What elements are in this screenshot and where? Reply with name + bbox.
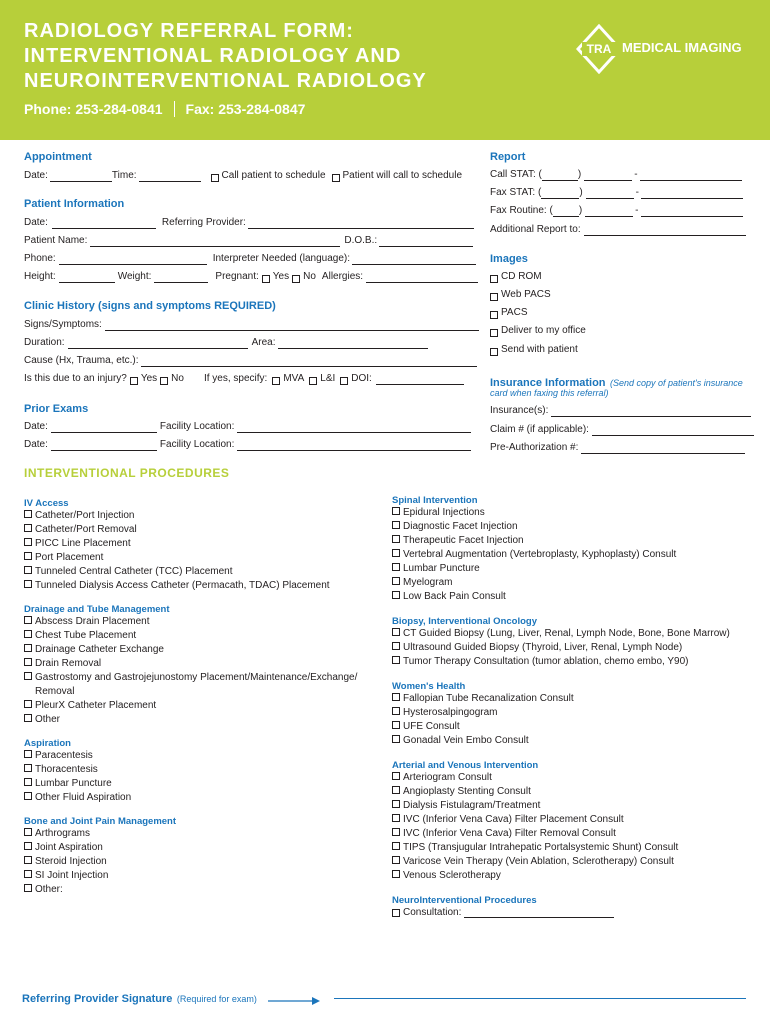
fax-routine-label: Fax Routine: ( — [490, 205, 553, 216]
proc-item — [24, 509, 357, 523]
proc-item — [392, 706, 730, 720]
proc-item — [392, 785, 730, 799]
proc-checkbox[interactable] — [24, 700, 32, 708]
form-title-line-3: NEUROINTERVENTIONAL RADIOLOGY — [24, 70, 427, 92]
tra-logo-icon — [576, 24, 622, 74]
proc-item — [392, 548, 730, 562]
proc-label: Angioplasty Stenting Consult — [403, 786, 531, 797]
proc-item — [24, 615, 357, 629]
call-patient-checkbox[interactable] — [211, 174, 219, 182]
signature-note: (Required for exam) — [176, 994, 257, 1004]
proc-checkbox[interactable] — [392, 842, 400, 850]
proc-item — [392, 720, 730, 734]
header-banner — [0, 0, 770, 140]
doi-checkbox[interactable] — [340, 377, 348, 385]
proc-checkbox[interactable] — [392, 693, 400, 701]
prior-date-field-2[interactable] — [51, 440, 157, 451]
proc-label: Tunneled Dialysis Access Catheter (Permacath, TDAC) Placement — [35, 580, 330, 591]
prior-exams-heading: Prior Exams — [24, 403, 89, 415]
signs-row — [24, 319, 479, 331]
proc-item — [24, 827, 357, 841]
facility-label: Facility Location: — [159, 421, 235, 432]
proc-item — [24, 855, 357, 869]
image-option-deliver — [490, 325, 586, 337]
iv-access-heading: IV Access — [24, 498, 69, 509]
proc-checkbox[interactable] — [24, 828, 32, 836]
proc-item — [392, 841, 730, 855]
proc-checkbox[interactable] — [24, 792, 32, 800]
prior-facility-field-1[interactable] — [237, 422, 471, 433]
images-heading: Images — [490, 253, 528, 265]
proc-item — [392, 562, 730, 576]
claim-row — [490, 424, 754, 436]
fax-routine-number[interactable] — [641, 206, 743, 217]
proc-label: TIPS (Transjugular Intrahepatic Portalsystemic Shunt) Consult — [403, 842, 679, 853]
proc-checkbox[interactable] — [24, 778, 32, 786]
proc-checkbox[interactable] — [392, 870, 400, 878]
spinal-heading: Spinal Intervention — [392, 495, 478, 506]
procedures-heading: INTERVENTIONAL PROCEDURES — [24, 466, 230, 480]
divider — [174, 101, 175, 117]
proc-checkbox[interactable] — [392, 772, 400, 780]
patient-will-call-label: Patient will call to schedule — [342, 170, 463, 181]
dash: - — [634, 169, 638, 180]
li-label: L&I — [320, 373, 336, 384]
pregnant-yes-label: Yes — [272, 271, 290, 282]
proc-item — [24, 777, 357, 791]
interpreter-field[interactable] — [352, 254, 476, 265]
proc-checkbox[interactable] — [24, 644, 32, 652]
proc-item — [24, 883, 357, 897]
injury-yes-label: Yes — [140, 373, 158, 384]
proc-label: IVC (Inferior Vena Cava) Filter Placement Consult — [403, 814, 624, 825]
proc-label: Vertebral Augmentation (Vertebroplasty, Kyphoplasty) Consult — [403, 549, 677, 560]
proc-label: Drain Removal — [35, 658, 102, 669]
proc-label: Thoracentesis — [35, 764, 98, 775]
referring-provider-label: Referring Provider: — [161, 217, 246, 228]
consultation-checkbox[interactable] — [392, 909, 400, 917]
proc-item — [24, 763, 357, 777]
call-stat-number[interactable] — [640, 170, 742, 181]
proc-checkbox[interactable] — [392, 563, 400, 571]
insurance-note-line-1: (Send copy of patient's insurance — [609, 378, 743, 388]
proc-item — [24, 841, 357, 855]
logo-text: MEDICAL IMAGING — [622, 40, 742, 55]
area-label: Area: — [251, 337, 276, 348]
cause-row — [24, 355, 477, 367]
proc-label: Epidural Injections — [403, 507, 485, 518]
deliver-office-checkbox[interactable] — [490, 329, 498, 337]
proc-item — [392, 799, 730, 813]
paren: ) — [579, 187, 583, 198]
proc-checkbox[interactable] — [24, 552, 32, 560]
proc-item — [24, 565, 357, 579]
proc-item — [392, 869, 730, 883]
consultation-field[interactable] — [464, 907, 614, 918]
deliver-office-label: Deliver to my office — [501, 325, 586, 336]
cause-field[interactable] — [141, 356, 477, 367]
proc-checkbox[interactable] — [24, 538, 32, 546]
proc-label: Low Back Pain Consult — [403, 591, 506, 602]
proc-label: Gonadal Vein Embo Consult — [403, 735, 529, 746]
proc-checkbox[interactable] — [392, 735, 400, 743]
proc-label: Catheter/Port Injection — [35, 510, 135, 521]
arterial-venous-heading: Arterial and Venous Intervention — [392, 760, 539, 771]
proc-item — [24, 699, 357, 713]
appointment-date-field[interactable] — [50, 171, 112, 182]
call-stat-row — [490, 169, 742, 181]
proc-checkbox[interactable] — [392, 507, 400, 515]
signs-label: Signs/Symptoms: — [24, 319, 102, 330]
pacs-checkbox[interactable] — [490, 311, 498, 319]
arrow-right-icon — [268, 993, 320, 1011]
additional-report-row — [490, 224, 746, 236]
call-patient-label: Call patient to schedule — [221, 170, 326, 181]
proc-item — [24, 749, 357, 763]
prior-date-field-1[interactable] — [51, 422, 157, 433]
cause-label: Cause (Hx, Trauma, etc.): — [24, 355, 139, 366]
specify-label: If yes, specify: — [203, 373, 268, 384]
pregnant-no-label: No — [303, 271, 316, 282]
proc-checkbox[interactable] — [392, 786, 400, 794]
proc-checkbox[interactable] — [24, 856, 32, 864]
proc-item — [392, 734, 730, 748]
proc-item — [392, 655, 730, 669]
pregnant-yes-checkbox[interactable] — [262, 275, 270, 283]
proc-label: Arteriogram Consult — [403, 772, 492, 783]
date-label: Date: — [24, 421, 48, 432]
proc-item — [392, 576, 730, 590]
insurance-heading: Insurance Information — [490, 377, 606, 389]
signature-label: Referring Provider Signature — [22, 993, 173, 1005]
send-with-patient-label: Send with patient — [501, 344, 578, 355]
form-title-line-2: INTERVENTIONAL RADIOLOGY AND — [24, 45, 402, 67]
patient-date-row — [24, 217, 474, 229]
dob-label: D.O.B.: — [344, 235, 378, 246]
proc-item — [24, 537, 357, 551]
appointment-time-field[interactable] — [139, 171, 201, 182]
proc-label: Abscess Drain Placement — [35, 616, 150, 627]
injury-no-checkbox[interactable] — [160, 377, 168, 385]
call-stat-label: Call STAT: ( — [490, 169, 542, 180]
doi-label: DOI: — [351, 373, 372, 384]
claim-field[interactable] — [592, 425, 754, 436]
proc-label: Diagnostic Facet Injection — [403, 521, 518, 532]
date-label: Date: — [24, 217, 48, 228]
pregnant-label: Pregnant: — [215, 271, 259, 282]
proc-label: Lumbar Puncture — [403, 563, 480, 574]
proc-label: Arthrograms — [35, 828, 91, 839]
proc-checkbox[interactable] — [392, 856, 400, 864]
mva-label: MVA — [283, 373, 305, 384]
proc-item — [24, 869, 357, 883]
patient-name-field[interactable] — [90, 236, 340, 247]
proc-item — [24, 657, 357, 671]
fax-number: Fax: 253-284-0847 — [185, 101, 306, 117]
height-field[interactable] — [59, 272, 115, 283]
proc-item — [24, 523, 357, 537]
appointment-heading: Appointment — [24, 151, 92, 163]
proc-label: PICC Line Placement — [35, 538, 131, 549]
call-stat-prefix[interactable] — [584, 170, 632, 181]
proc-checkbox[interactable] — [24, 524, 32, 532]
proc-checkbox[interactable] — [24, 870, 32, 878]
proc-item — [392, 590, 730, 604]
injury-label: Is this due to an injury? — [24, 373, 127, 384]
svg-text:TRA: TRA — [586, 42, 612, 56]
proc-label: Varicose Vein Therapy (Vein Ablation, Sclerotherapy) Consult — [403, 856, 674, 867]
proc-checkbox[interactable] — [24, 510, 32, 518]
insurance-row — [490, 405, 751, 417]
prior-facility-field-2[interactable] — [237, 440, 471, 451]
proc-checkbox[interactable] — [392, 628, 400, 636]
proc-item — [392, 520, 730, 534]
proc-label: Drainage Catheter Exchange — [35, 644, 164, 655]
proc-checkbox[interactable] — [392, 549, 400, 557]
aspiration-heading: Aspiration — [24, 738, 71, 749]
proc-label: Catheter/Port Removal — [35, 524, 137, 535]
signs-field[interactable] — [105, 320, 479, 331]
fax-stat-label: Fax STAT: ( — [490, 187, 542, 198]
proc-checkbox[interactable] — [392, 521, 400, 529]
biopsy-heading: Biopsy, Interventional Oncology — [392, 616, 537, 627]
proc-item — [392, 855, 730, 869]
proc-label: Ultrasound Guided Biopsy (Thyroid, Liver, Renal, Lymph Node) — [403, 642, 683, 653]
proc-label: Chest Tube Placement — [35, 630, 137, 641]
proc-checkbox[interactable] — [392, 814, 400, 822]
height-label: Height: — [24, 271, 56, 282]
patient-height-row — [24, 271, 478, 283]
proc-item — [392, 906, 730, 920]
proc-checkbox[interactable] — [392, 535, 400, 543]
paren: ) — [578, 205, 583, 216]
proc-checkbox[interactable] — [392, 642, 400, 650]
image-option-cd — [490, 271, 542, 283]
weight-label: Weight: — [117, 271, 152, 282]
allergies-field[interactable] — [366, 272, 478, 283]
drainage-heading: Drainage and Tube Management — [24, 604, 170, 615]
fax-routine-area-code[interactable] — [553, 206, 579, 217]
procedures-right-column — [392, 495, 730, 920]
proc-label: Hysterosalpingogram — [403, 707, 498, 718]
prior-exam-row-2 — [24, 439, 471, 451]
proc-label: UFE Consult — [403, 721, 460, 732]
proc-label: Fallopian Tube Recanalization Consult — [403, 693, 574, 704]
proc-label: Dialysis Fistulagram/Treatment — [403, 800, 541, 811]
dob-field[interactable] — [379, 236, 473, 247]
web-pacs-checkbox[interactable] — [490, 293, 498, 301]
proc-checkbox[interactable] — [24, 616, 32, 624]
additional-report-field[interactable] — [584, 225, 746, 236]
web-pacs-label: Web PACS — [501, 289, 551, 300]
proc-checkbox[interactable] — [392, 656, 400, 664]
patient-will-call-checkbox[interactable] — [332, 174, 340, 182]
proc-checkbox[interactable] — [24, 714, 32, 722]
injury-row — [24, 373, 464, 385]
paren: ) — [577, 169, 582, 180]
cd-rom-label: CD ROM — [501, 271, 542, 282]
proc-checkbox[interactable] — [24, 764, 32, 772]
proc-checkbox[interactable] — [24, 566, 32, 574]
proc-item — [392, 627, 730, 641]
fax-routine-row — [490, 205, 743, 217]
proc-label: SI Joint Injection — [35, 870, 109, 881]
image-option-pacs — [490, 307, 528, 319]
appointment-row — [24, 170, 462, 182]
phone-label: Phone: — [24, 253, 56, 264]
patient-date-field[interactable] — [52, 218, 156, 229]
proc-item — [24, 629, 357, 643]
proc-label: IVC (Inferior Vena Cava) Filter Removal Consult — [403, 828, 616, 839]
call-stat-area-code[interactable] — [542, 170, 578, 181]
procedures-left-column — [24, 498, 357, 897]
proc-label: Steroid Injection — [35, 856, 107, 867]
proc-label: Therapeutic Facet Injection — [403, 535, 524, 546]
proc-label: Paracentesis — [35, 750, 93, 761]
fax-stat-row — [490, 187, 743, 199]
referring-provider-field[interactable] — [248, 218, 474, 229]
signature-line[interactable] — [334, 998, 746, 999]
clinic-history-heading: Clinic History (signs and symptoms REQUIRED) — [24, 300, 276, 312]
proc-checkbox[interactable] — [24, 658, 32, 666]
fax-stat-area-code[interactable] — [541, 188, 579, 199]
proc-item — [392, 771, 730, 785]
proc-item — [24, 551, 357, 565]
proc-label: Other: — [35, 884, 63, 895]
womens-health-heading: Women's Health — [392, 681, 466, 692]
preauth-field[interactable] — [581, 443, 745, 454]
proc-checkbox[interactable] — [392, 591, 400, 599]
duration-field[interactable] — [68, 338, 248, 349]
proc-checkbox[interactable] — [24, 750, 32, 758]
prior-exam-row-1 — [24, 421, 471, 433]
phone-number: Phone: 253-284-0841 — [24, 101, 163, 117]
additional-report-label: Additional Report to: — [490, 224, 581, 235]
proc-item — [392, 827, 730, 841]
area-field[interactable] — [278, 338, 428, 349]
proc-item — [24, 713, 357, 727]
proc-checkbox[interactable] — [392, 721, 400, 729]
form-title-line-1: RADIOLOGY REFERRAL FORM: — [24, 20, 354, 42]
weight-field[interactable] — [154, 272, 208, 283]
proc-label: CT Guided Biopsy (Lung, Liver, Renal, Lymph Node, Bone, Bone Marrow) — [403, 628, 730, 639]
proc-item — [24, 643, 357, 657]
proc-label: Gastrostomy and Gastrojejunostomy Placement/Maintenance/Exchange/ — [35, 672, 358, 683]
contact-line — [24, 101, 305, 117]
neurointerventional-heading: NeuroInterventional Procedures — [392, 895, 537, 906]
mva-checkbox[interactable] — [272, 377, 280, 385]
insurance-field[interactable] — [551, 406, 751, 417]
proc-item — [24, 671, 357, 685]
cd-rom-checkbox[interactable] — [490, 275, 498, 283]
proc-label: Venous Sclerotherapy — [403, 870, 501, 881]
bone-joint-heading: Bone and Joint Pain Management — [24, 816, 177, 827]
injury-yes-checkbox[interactable] — [130, 377, 138, 385]
injury-no-label: No — [171, 373, 184, 384]
insurance-label: Insurance(s): — [490, 405, 549, 416]
tra-logo — [576, 24, 756, 74]
image-option-web-pacs — [490, 289, 551, 301]
proc-checkbox[interactable] — [24, 884, 32, 892]
report-heading: Report — [490, 151, 526, 163]
signature-label-block — [22, 989, 257, 1007]
proc-label: PleurX Catheter Placement — [35, 700, 157, 711]
allergies-label: Allergies: — [321, 271, 364, 282]
proc-checkbox[interactable] — [392, 800, 400, 808]
proc-checkbox[interactable] — [392, 828, 400, 836]
patient-name-label: Patient Name: — [24, 235, 88, 246]
proc-checkbox[interactable] — [24, 842, 32, 850]
proc-checkbox[interactable] — [24, 630, 32, 638]
proc-label: Lumbar Puncture — [35, 778, 112, 789]
image-option-send — [490, 344, 578, 356]
date-label: Date: — [24, 170, 48, 181]
proc-item — [392, 506, 730, 520]
preauth-label: Pre-Authorization #: — [490, 442, 579, 453]
proc-checkbox[interactable] — [24, 672, 32, 680]
interpreter-label: Interpreter Needed (language): — [212, 253, 351, 264]
proc-item — [392, 534, 730, 548]
dash: - — [635, 205, 639, 216]
pregnant-no-checkbox[interactable] — [292, 275, 300, 283]
patient-phone-row — [24, 253, 476, 265]
doi-field[interactable] — [376, 374, 464, 385]
date-label: Date: — [24, 439, 48, 450]
consultation-label: Consultation: — [403, 907, 462, 918]
fax-routine-prefix[interactable] — [585, 206, 633, 217]
proc-label: Tunneled Central Catheter (TCC) Placement — [35, 566, 233, 577]
phone-field[interactable] — [59, 254, 207, 265]
fax-stat-number[interactable] — [641, 188, 743, 199]
facility-label: Facility Location: — [159, 439, 235, 450]
fax-stat-prefix[interactable] — [586, 188, 634, 199]
send-with-patient-checkbox[interactable] — [490, 348, 498, 356]
claim-label: Claim # (if applicable): — [490, 424, 589, 435]
preauth-row — [490, 442, 745, 454]
proc-label: Joint Aspiration — [35, 842, 103, 853]
proc-label-continuation: Removal — [35, 686, 75, 697]
duration-row — [24, 337, 428, 349]
dash: - — [635, 187, 639, 198]
insurance-note-line-2: card when faxing this referral) — [490, 388, 609, 398]
proc-label: Port Placement — [35, 552, 104, 563]
proc-checkbox[interactable] — [24, 580, 32, 588]
proc-item — [392, 813, 730, 827]
li-checkbox[interactable] — [309, 377, 317, 385]
patient-info-heading: Patient Information — [24, 198, 125, 210]
proc-item — [24, 791, 357, 805]
proc-item — [392, 641, 730, 655]
duration-label: Duration: — [24, 337, 65, 348]
proc-checkbox[interactable] — [392, 577, 400, 585]
patient-name-row — [24, 235, 473, 247]
proc-label: Tumor Therapy Consultation (tumor ablation, chemo embo, Y90) — [403, 656, 689, 667]
proc-item — [24, 579, 357, 593]
time-label: Time: — [111, 170, 137, 181]
proc-label: Myelogram — [403, 577, 453, 588]
proc-item — [392, 692, 730, 706]
pacs-label: PACS — [501, 307, 528, 318]
proc-label: Other Fluid Aspiration — [35, 792, 132, 803]
proc-label: Other — [35, 714, 61, 725]
proc-checkbox[interactable] — [392, 707, 400, 715]
